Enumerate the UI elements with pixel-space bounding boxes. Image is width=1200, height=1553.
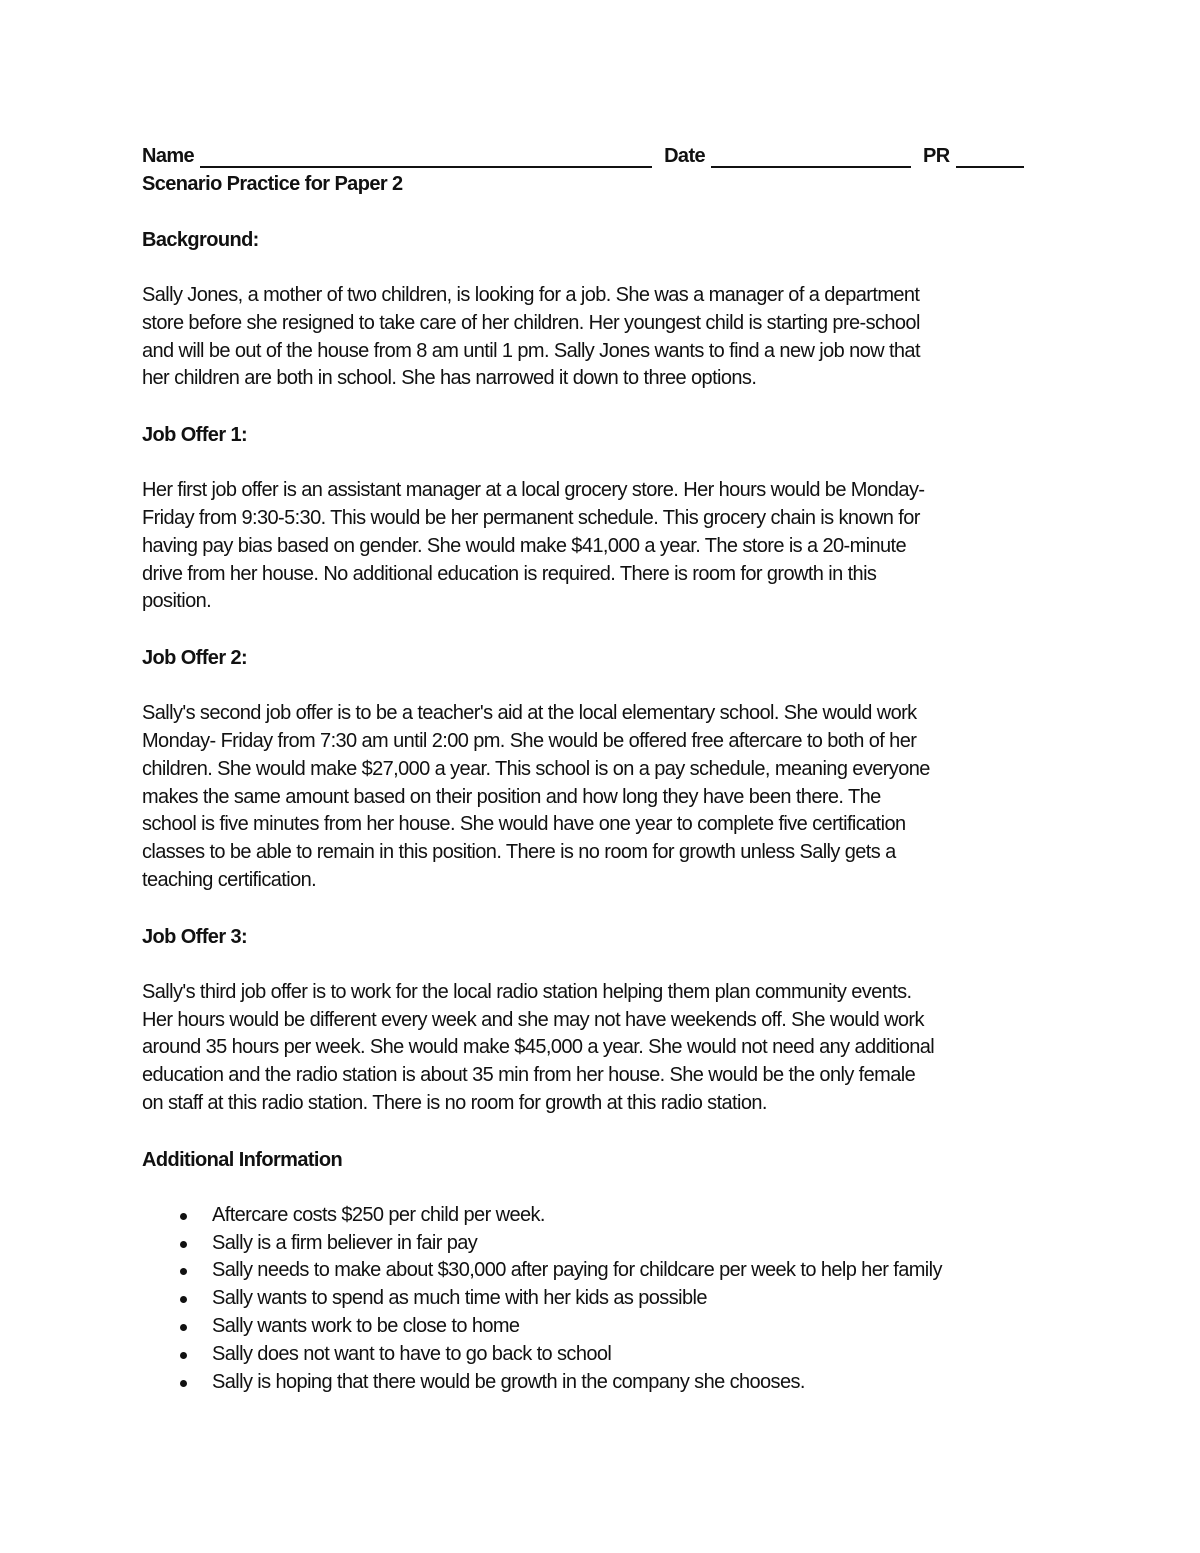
list-item <box>142 1285 1067 1313</box>
job-offer-2-heading: Job Offer 2: <box>142 647 248 670</box>
job-offer-2-line: teaching certification. <box>142 868 317 891</box>
list-item-text: Sally is a firm believer in fair pay <box>212 1231 478 1254</box>
job-offer-2-line: Sally's second job offer is to be a teacher's aid at the local elementary school. She would work <box>142 702 917 725</box>
bullet-icon <box>180 1324 187 1331</box>
job-offer-2-paragraph <box>142 700 1067 895</box>
bullet-icon <box>180 1380 187 1387</box>
list-item-text: Sally does not want to have to go back to school <box>212 1342 612 1365</box>
job-offer-1-line: Friday from 9:30-5:30. This would be her permanent schedule. This grocery chain is known for <box>142 506 920 529</box>
job-offer-3-line: around 35 hours per week. She would make $45,000 a year. She would not need any additional <box>142 1036 935 1059</box>
list-item <box>142 1369 1067 1397</box>
job-offer-1-line: position. <box>142 590 212 613</box>
pr-blank-line <box>956 148 1024 168</box>
job-offer-1-paragraph <box>142 477 1067 616</box>
background-line: and will be out of the house from 8 am until 1 pm. Sally Jones wants to find a new job now that <box>142 339 920 362</box>
list-item-text: Sally is hoping that there would be growth in the company she chooses. <box>212 1370 805 1393</box>
job-offer-1-line: having pay bias based on gender. She would make $41,000 a year. The store is a 20-minute <box>142 534 907 557</box>
list-item-text: Sally needs to make about $30,000 after paying for childcare per week to help her family <box>212 1259 942 1282</box>
worksheet-title: Scenario Practice for Paper 2 <box>142 173 403 195</box>
bullet-icon <box>180 1296 187 1303</box>
date-blank-line <box>711 148 911 168</box>
job-offer-1-heading: Job Offer 1: <box>142 424 248 447</box>
bullet-icon <box>180 1213 187 1220</box>
worksheet-page <box>142 140 1067 1396</box>
job-offer-1-line: drive from her house. No additional education is required. There is room for growth in this <box>142 562 877 585</box>
job-offer-1-line: Her first job offer is an assistant manager at a local grocery store. Her hours would be Monday- <box>142 479 925 502</box>
job-offer-2-line: makes the same amount based on their position and how long they have been there. The <box>142 785 881 808</box>
list-item <box>142 1257 1067 1285</box>
bullet-icon <box>180 1268 187 1275</box>
header-fields <box>142 140 1067 168</box>
job-offer-3-heading: Job Offer 3: <box>142 925 248 948</box>
job-offer-3-line: Her hours would be different every week and she may not have weekends off. She would work <box>142 1008 924 1031</box>
background-line: Sally Jones, a mother of two children, is looking for a job. She was a manager of a department <box>142 284 920 306</box>
list-item <box>142 1313 1067 1341</box>
job-offer-3-line: education and the radio station is about 35 min from her house. She would be the only female <box>142 1064 916 1087</box>
additional-information-heading: Additional Information <box>142 1148 343 1171</box>
bullet-icon <box>180 1241 187 1248</box>
job-offer-2-line: classes to be able to remain in this position. There is no room for growth unless Sally gets a <box>142 841 896 864</box>
list-item <box>142 1202 1067 1230</box>
date-label: Date <box>664 145 706 167</box>
job-offer-3-paragraph <box>142 979 1067 1118</box>
background-paragraph <box>142 282 1067 393</box>
job-offer-3-line: on staff at this radio station. There is no room for growth at this radio station. <box>142 1091 767 1114</box>
list-item-text: Sally wants work to be close to home <box>212 1314 520 1337</box>
job-offer-3-line: Sally's third job offer is to work for the local radio station helping them plan community events. <box>142 980 912 1003</box>
list-item-text: Sally wants to spend as much time with her kids as possible <box>212 1287 707 1310</box>
pr-label: PR <box>923 145 950 167</box>
job-offer-2-line: Monday- Friday from 7:30 am until 2:00 pm. She would be offered free aftercare to both of her <box>142 729 917 752</box>
list-item <box>142 1230 1067 1258</box>
job-offer-2-line: children. She would make $27,000 a year. This school is on a pay schedule, meaning everyone <box>142 757 930 780</box>
name-blank-line <box>200 148 652 168</box>
name-label: Name <box>142 145 195 167</box>
bullet-icon <box>180 1352 187 1359</box>
background-line: store before she resigned to take care of her children. Her youngest child is starting pre-school <box>142 311 920 334</box>
list-item <box>142 1341 1067 1369</box>
list-item-text: Aftercare costs $250 per child per week. <box>212 1203 545 1226</box>
additional-information-list <box>142 1202 1067 1397</box>
job-offer-2-line: school is five minutes from her house. She would have one year to complete five certification <box>142 813 906 836</box>
background-line: her children are both in school. She has narrowed it down to three options. <box>142 367 757 390</box>
background-heading: Background: <box>142 229 259 251</box>
